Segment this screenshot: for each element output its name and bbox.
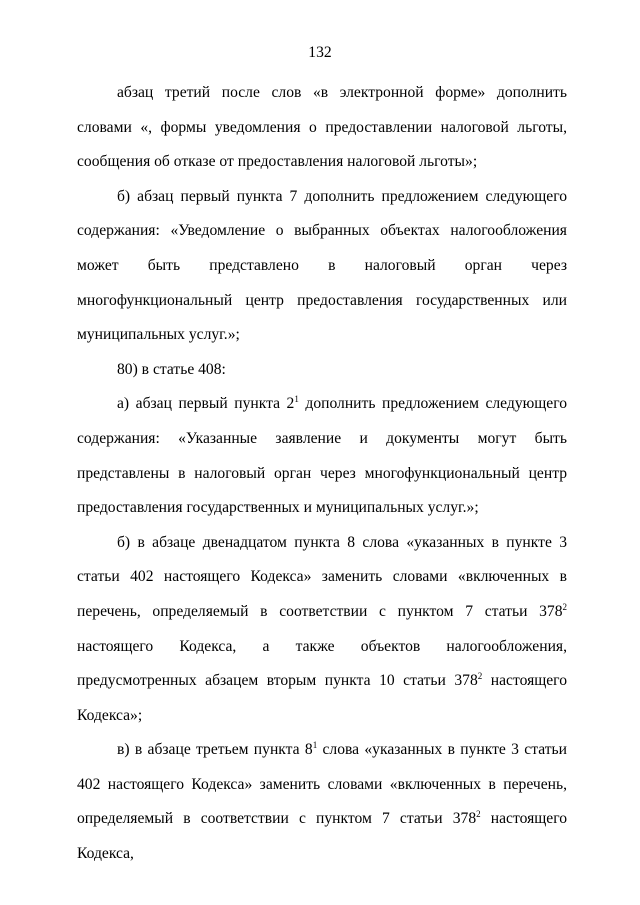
text-run: б) в абзаце двенадцатом пункта 8 слова «указанных в пункте 3 статьи 402 настоящего Кодекса» заменить словами «включенных в перечень, определяемый в соответствии с пунктом 7 статьи 378 [77,533,567,620]
text-run: б) абзац первый пункта 7 дополнить предложением следующего содержания: «Уведомление о выбранных объектах налогообложения может быть представлено в налоговый орган через многофункциональный центр предоставления государственных или муниципальных услуг.»; [77,187,567,344]
text-run: слова «указанных в пункте 3 статьи 402 настоящего Кодекса» заменить словами «включенных в перечень, определяемый в соответствии с пунктом 7 статьи 378 [77,741,567,828]
paragraph [77,526,567,734]
paragraph [77,733,567,871]
text-run: дополнить предложением следующего содержания: «Указанные заявление и документы могут быть представлены в налоговый орган через многофункциональный центр предоставления государственных и муниципальных услуг.»; [77,395,567,517]
paragraph [77,180,567,353]
text-run: 80) в статье 408: [117,360,226,378]
page-number: 132 [308,44,332,61]
superscript: 1 [294,394,299,405]
text-run: абзац третий после слов «в электронной форме» дополнить словами «, формы уведомления о предоставлении налоговой льготы, сообщения об отказе от предоставления налоговой льготы»; [77,84,567,171]
paragraph [77,353,567,388]
superscript: 2 [476,809,481,820]
superscript: 2 [562,601,567,612]
superscript: 1 [312,740,318,751]
text-run: настоящего Кодекса, [77,810,567,863]
paragraph [77,387,567,525]
text-run: а) абзац первый пункта 2 [117,395,295,413]
superscript: 2 [477,671,483,682]
paragraph [77,76,567,180]
text-run: в) в абзаце третьем пункта 8 [117,741,313,759]
text-run: настоящего Кодекса, а также объектов налогообложения, предусмотренных абзацем вторым пункта 10 статьи 378 [77,637,567,690]
text-run: настоящего Кодекса»; [77,672,567,724]
document-body [77,76,567,872]
